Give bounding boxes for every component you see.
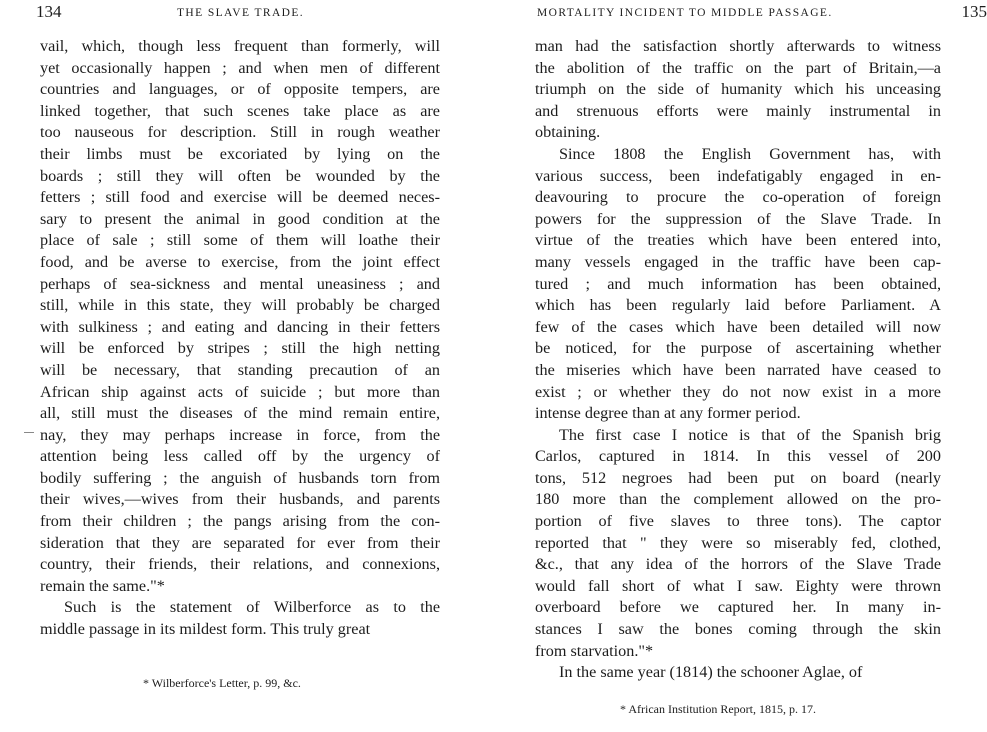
left-page-number: 134 [36,2,62,21]
text-line: triumph on the side of humanity which his unceasing [535,80,941,99]
text-line: too nauseous for description. Still in rough weather [40,123,440,142]
text-line: be noticed, for the purpose of ascertaining whether [535,339,941,358]
text-line: stances I saw the bones coming through the skin [535,620,941,639]
text-line: will be necessary, that standing precaution of an [40,360,440,379]
text-line: their wives,—wives from their husbands, and parents [40,490,440,509]
text-line: intense degree than at any former period. [535,404,801,423]
text-line: the miseries which have been narrated have ceased to [535,360,941,379]
text-line: exist ; or whether they do not now exist in a more [535,382,941,401]
right-page-header [537,2,987,26]
text-line: food, and be averse to exercise, from the joint effect [40,252,440,271]
text-line: African ship against acts of suicide ; but more than [40,382,440,401]
right-page-number: 135 [961,2,987,21]
text-line: linked together, that such scenes take place as are [40,101,440,120]
text-line: with sulkiness ; and eating and dancing in their fetters [40,317,440,336]
text-line: still, while in this state, they will probably be charged [40,296,440,315]
text-line: 180 more than the complement allowed on the pro- [535,490,941,509]
text-line: In the same year (1814) the schooner Aglae, of [559,663,863,682]
text-line: perhaps of sea-sickness and mental uneasiness ; and [40,274,440,293]
left-body-text [40,36,440,641]
left-page-header [36,2,444,26]
text-line: Since 1808 the English Government has, with [559,144,941,163]
text-line: powers for the suppression of the Slave Trade. In [535,209,941,228]
right-body-text [535,36,941,684]
text-line: obtaining. [535,123,601,142]
text-line: few of the cases which have been detailed will now [535,317,941,336]
text-line: virtue of the treaties which have been entered into, [535,231,941,250]
text-line: middle passage in its mildest form. This truly great [40,620,371,639]
text-line: The first case I notice is that of the Spanish brig [559,425,941,444]
text-line: and strenuous efforts were mainly instrumental in [535,101,941,120]
right-running-title: MORTALITY INCIDENT TO MIDDLE PASSAGE. [537,7,833,19]
right-page [490,0,987,732]
text-line: overboard before we captured her. In many in- [535,598,941,617]
text-line: nay, they may perhaps increase in force, from the [40,425,440,444]
left-footnote: * Wilberforce's Letter, p. 99, &c. [143,676,301,690]
text-line: which has been regularly laid before Parliament. A [535,296,941,315]
text-line: &c., that any idea of the horrors of the Slave Trade [535,555,941,574]
text-line: portion of five slaves to three tons). The captor [535,512,941,531]
text-line: tured ; and much information has been obtained, [535,274,941,293]
text-line: various success, been indefatigably engaged in en- [535,166,941,185]
left-page [0,0,490,732]
text-line: boards ; still they will often be wounded by the [40,166,440,185]
text-line: all, still must the diseases of the mind remain entire, [40,404,440,423]
text-line: deavouring to procure the co-operation of foreign [535,188,941,207]
text-line: countries and languages, or of opposite tempers, are [40,80,440,99]
text-line: bodily suffering ; the anguish of husbands torn from [40,468,440,487]
text-line: yet occasionally happen ; and when men of different [40,58,440,77]
text-line: country, their friends, their relations, and connexions, [40,555,440,574]
text-line: from starvation."* [535,641,654,660]
right-footnote: * African Institution Report, 1815, p. 17. [620,702,816,716]
text-line: would fall short of what I saw. Eighty were thrown [535,576,941,595]
text-line: from their children ; the pangs arising from the con- [40,512,440,531]
text-line: fetters ; still food and exercise will be deemed neces- [40,188,440,207]
text-line: vail, which, though less frequent than formerly, will [40,37,440,55]
text-line: many vessels engaged in the traffic have been cap- [535,252,941,271]
text-line: will be enforced by stripes ; still the high netting [40,339,440,358]
left-running-title: THE SLAVE TRADE. [177,7,305,19]
text-line: Carlos, captured in 1814. In this vessel of 200 [535,447,941,466]
text-line: the abolition of the traffic on the part of Britain,—a [535,58,941,77]
text-line: remain the same."* [40,576,165,595]
text-line: man had the satisfaction shortly afterwards to witness [535,37,941,55]
margin-mark [24,432,34,433]
text-line: attention being less called off by the urgency of [40,447,440,466]
text-line: their limbs must be excoriated by lying on the [40,144,440,163]
text-line: reported that " they were so miserably fed, clothed, [535,533,941,552]
text-line: place of sale ; still some of them will loathe their [40,231,440,250]
text-line: Such is the statement of Wilberforce as to the [64,598,440,617]
text-line: sary to present the animal in good condition at the [40,209,440,228]
text-line: sideration that they are separated for ever from their [40,533,440,552]
text-line: tons, 512 negroes had been put on board (nearly [535,468,941,487]
